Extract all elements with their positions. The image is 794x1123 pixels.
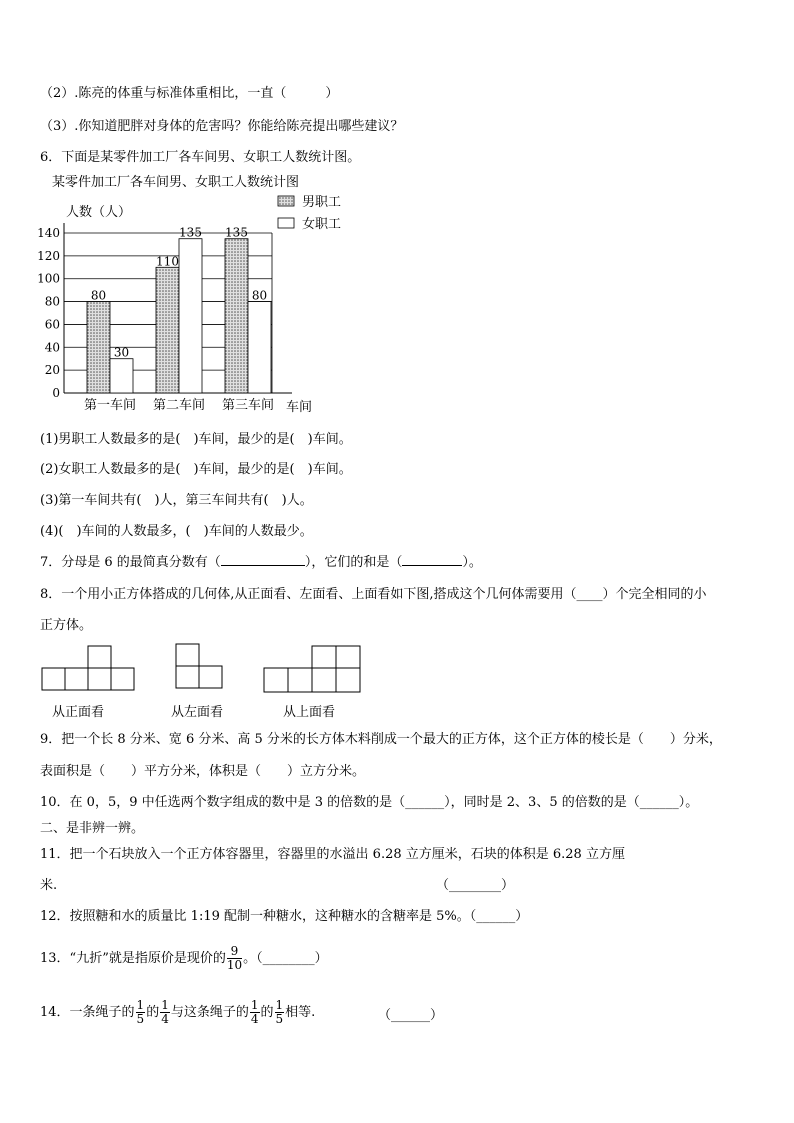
- bar-male: [225, 239, 248, 393]
- q7-before: 7．分母是 6 的最简真分数有（: [40, 555, 221, 570]
- q11-answer[interactable]: （________）: [436, 878, 515, 893]
- frac-num: 1: [161, 998, 169, 1012]
- bar-female: [248, 302, 271, 393]
- frac-den: 10: [226, 958, 243, 972]
- q11-line2: 米.: [40, 878, 58, 893]
- q12-text: 12．按照糖和水的质量比 1:19 配制一种糖水，这种糖水的含糖率是 5%。（______）: [40, 909, 529, 924]
- y-tick-label: 100: [37, 271, 60, 286]
- legend-swatch-male: [278, 196, 294, 206]
- frac-num: 1: [136, 998, 145, 1012]
- bar-chart: [30, 170, 370, 420]
- q7-blank2[interactable]: [402, 553, 462, 566]
- q8-text2: 正方体。: [40, 618, 93, 633]
- q6-sub1: (1)男职工人数最多的是( )车间，最少的是( )车间。: [40, 432, 352, 447]
- data-label: 135: [225, 225, 248, 240]
- bar-male: [87, 302, 110, 393]
- frac-num: 1: [275, 998, 284, 1012]
- data-label: 80: [251, 288, 268, 303]
- q14-p1: 14．一条绳子的: [40, 1005, 135, 1020]
- view-label-left: 从左面看: [171, 705, 224, 720]
- bar-female: [179, 239, 202, 393]
- view-label-top: 从上面看: [283, 705, 336, 720]
- y-tick-label: 120: [37, 248, 60, 263]
- y-tick-label: 0: [52, 386, 60, 400]
- q13-text: [40, 945, 328, 972]
- chart-title: 某零件加工厂各车间男、女职工人数统计图: [52, 175, 300, 190]
- y-tick-label: 140: [37, 226, 60, 240]
- y-tick-label: 40: [44, 340, 60, 355]
- q14-p5: 相等.: [285, 1005, 316, 1020]
- bar-female: [110, 359, 133, 393]
- q5-sub2: （2）.陈亮的体重与标准体重相比，一直（ ）: [40, 86, 339, 101]
- data-label: 30: [113, 345, 130, 360]
- view-label-front: 从正面看: [52, 705, 105, 720]
- bar-male: [156, 267, 179, 393]
- q11-line1: 11．把一个石块放入一个正方体容器里，容器里的水溢出 6.28 立方厘米，石块的体积是 6.28 立方厘: [40, 847, 625, 862]
- fraction-1-5-b: [275, 999, 285, 1026]
- q7-after: ）。: [462, 555, 482, 570]
- data-label: 80: [90, 288, 107, 303]
- q6-sub3: (3)第一车间共有( )人，第三车间共有( )人。: [40, 493, 313, 508]
- data-label: 135: [179, 225, 202, 240]
- q9-line2: 表面积是（ ）平方分米，体积是（ ）立方分米。: [40, 764, 366, 779]
- front-view: [42, 646, 134, 690]
- q7-middle: ），它们的和是（: [304, 555, 403, 570]
- frac-den: 4: [161, 1012, 169, 1026]
- frac-den: 4: [250, 1012, 259, 1026]
- q14-text: [40, 999, 315, 1026]
- q13-before: 13．“九折”就是指原价是现价的: [40, 951, 226, 966]
- q9-line1: 9．把一个长 8 分米、宽 6 分米、高 5 分米的长方体木料削成一个最大的正方体，这个正方体的棱长是（ ）分米，: [40, 732, 722, 747]
- legend-label-male: 男职工: [302, 195, 342, 210]
- q14-p3: 与这条绳子的: [170, 1005, 249, 1020]
- legend-swatch-female: [278, 218, 294, 228]
- x-tick-label: 第二车间: [152, 398, 206, 413]
- q13-after: 。（________）: [243, 951, 328, 966]
- y-axis-label: 人数（人）: [66, 205, 132, 220]
- q14-p4: 的: [260, 1005, 274, 1020]
- q14-p2: 的: [146, 1005, 160, 1020]
- y-tick-label: 60: [44, 317, 60, 332]
- frac-den: 5: [136, 1012, 145, 1026]
- frac-num: 9: [227, 945, 242, 959]
- q5-sub3: （3）.你知道肥胖对身体的危害吗？你能给陈亮提出哪些建议？: [40, 119, 404, 134]
- x-axis-label: 车间: [286, 400, 313, 415]
- data-label: 110: [156, 254, 179, 269]
- section-2-heading: 二、是非辨一辨。: [40, 821, 145, 836]
- fraction-1-4-b: [250, 999, 260, 1026]
- q7-text: [40, 551, 482, 570]
- fraction-1-4-a: [160, 999, 170, 1026]
- q6-text: 6．下面是某零件加工厂各车间男、女职工人数统计图。: [40, 150, 361, 165]
- q10-text: 10．在 0，5，9 中任选两个数字组成的数中是 3 的倍数的是（______），同时是 2、3、5 的倍数的是（______）。: [40, 795, 699, 810]
- q6-sub2: (2)女职工人数最多的是( )车间，最少的是( )车间。: [40, 462, 352, 477]
- q7-blank1[interactable]: [221, 553, 305, 566]
- frac-den: 5: [275, 1012, 284, 1026]
- legend-label-female: 女职工: [302, 217, 342, 232]
- q14-answer[interactable]: （______）: [378, 1008, 444, 1023]
- x-tick-label: 第三车间: [221, 398, 275, 413]
- x-tick-label: 第一车间: [83, 398, 137, 413]
- y-tick-label: 20: [44, 363, 60, 378]
- fraction-9-10: [227, 945, 242, 972]
- frac-num: 1: [250, 998, 259, 1012]
- q6-sub4: (4)( )车间的人数最多，( )车间的人数最少。: [40, 524, 313, 539]
- fraction-1-5-a: [136, 999, 146, 1026]
- top-view: [264, 646, 360, 692]
- three-views-figure: [38, 642, 378, 702]
- y-tick-label: 80: [44, 294, 60, 309]
- q8-text: 8．一个用小正方体搭成的几何体,从正面看、左面看、上面看如下图,搭成这个几何体需要用（____）个完全相同的小: [40, 587, 707, 602]
- left-view: [176, 644, 222, 688]
